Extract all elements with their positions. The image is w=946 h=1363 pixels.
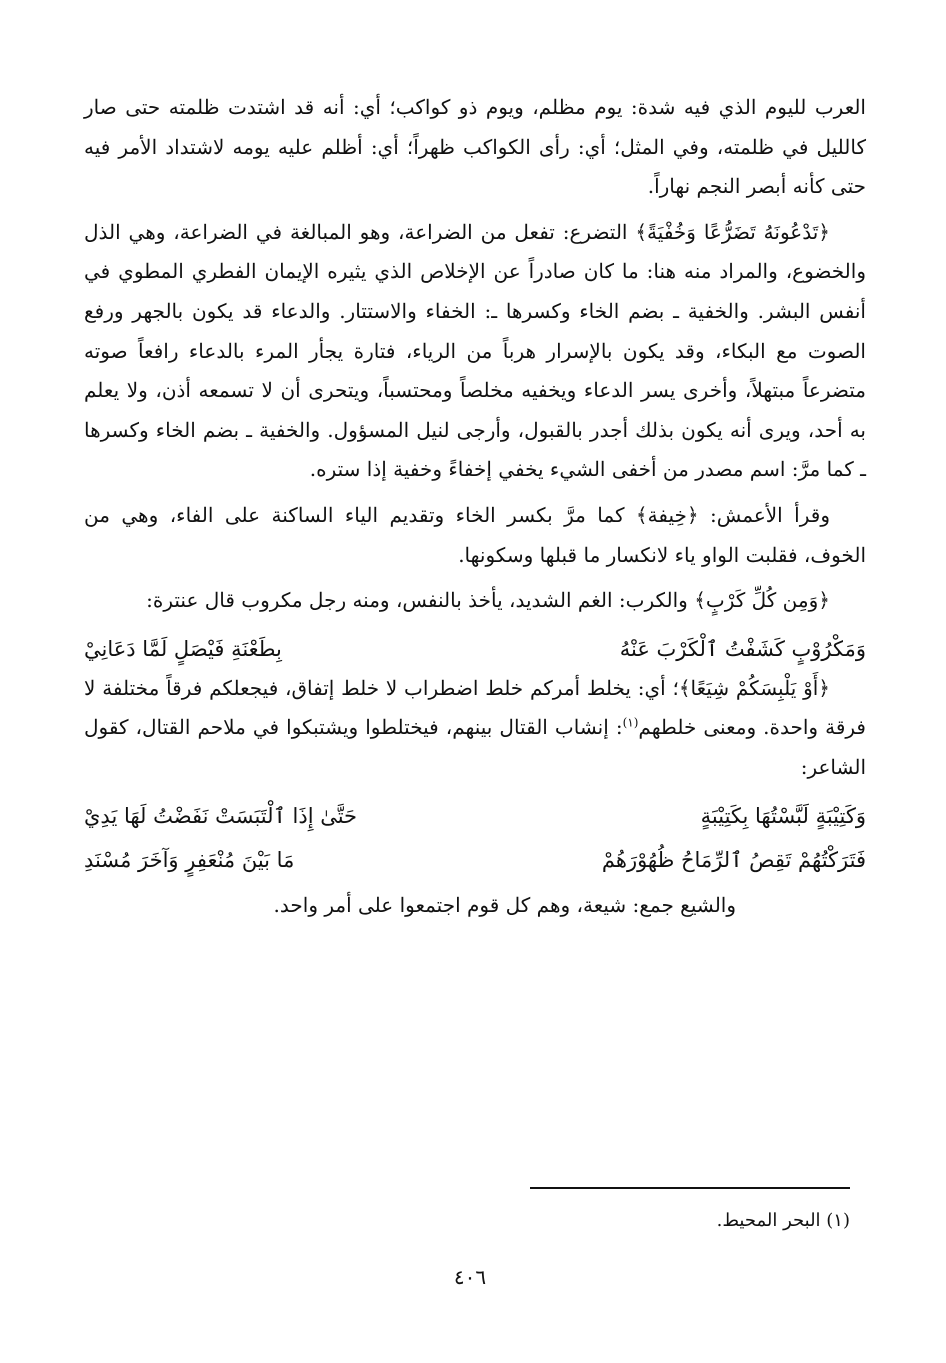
verse-poet-2-first-hemistich: فَتَرَكْتُهُمْ تَقِصُ ٱلرِّمَاحُ ظُهُوْرَهُمْ bbox=[601, 847, 866, 872]
verse-poet-1 bbox=[84, 796, 866, 836]
verse-antara-first-hemistich: وَمَكْرُوْبٍ كَشَفْتُ ٱلْكَرْبَ عَنْهُ bbox=[619, 636, 866, 661]
verse-antara bbox=[84, 629, 866, 669]
paragraph-5 bbox=[84, 669, 866, 788]
paragraph-5-text-b: : إنشاب القتال بينهم، فيختلطوا ويشتبكوا في ملاحم القتال، كقول الشاعر: bbox=[84, 715, 866, 779]
footnote-divider bbox=[530, 1187, 850, 1189]
verse-poet-2-second-hemistich: مَا بَيْنَ مُنْعَفِرٍ وَآخَرَ مُسْنَدِ bbox=[84, 847, 295, 872]
footnote-marker: (١) bbox=[622, 715, 639, 730]
paragraph-3: وقرأ الأعمش: ﴿خِيفة﴾ كما مرَّ بكسر الخاء وتقديم الياء الساكنة على الفاء، وهي من الخوف، فقلبت الواو ياء لانكسار ما قبلها وسكونها. bbox=[84, 502, 866, 567]
footnote: (١) البحر المحيط. bbox=[716, 1210, 850, 1231]
verse-poet-1-first-hemistich: وَكَتِيْبَةٍ لَبَّسْتُهَا بِكَتِيْبَةٍ bbox=[700, 803, 866, 828]
paragraph-5-text-a: ﴿أَوْ يَلْبِسَكُمْ شِيَعًا﴾؛ أي: يخلط أمركم خلط اضطراب لا خلط إتفاق، فيجعلكم فرقاً مختلفة لا فرقة واحدة. ومعنى خلطهم bbox=[84, 675, 866, 740]
paragraph-4: ﴿وَمِن كُلِّ كَرْبٍ﴾ والكرب: الغم الشديد، يأخذ بالنفس، ومنه رجل مكروب قال عنترة: bbox=[146, 588, 830, 613]
page-number: ٤٠٦ bbox=[453, 1265, 487, 1289]
paragraph-1: العرب لليوم الذي فيه شدة: يوم مظلم، ويوم ذو كواكب؛ أي: أنه قد اشتدت ظلمته حتى صار كالليل في ظلمته، وفي المثل؛ أي: رأى الكواكب ظهراً؛ أي: أظلم عليه يومه لاشتداد الأمر فيه حتى كأنه أبصر النجم نهاراً. bbox=[84, 95, 866, 199]
paragraph-2: ﴿تَدْعُونَهُ تَضَرُّعًا وَخُفْيَةً﴾ التضرع: تفعل من الضراعة، وهو المبالغة في الضراعة، وهي الذل والخضوع، والمراد منه هنا: ما كان صادراً عن الإخلاص الذي يثيره الإيمان الفطري المطوي في أنفس البشر. والخفية ـ بضم الخاء وكسرها ـ: الخفاء والاستتار. والدعاء قد يكون بالجهر ورفع الصوت مع البكاء، وقد يكون بالإسرار هرباً من الرياء، فتارة يجأر المرء بالدعاء رافعاً صوته متضرعاً مبتهلاً، وأخرى يسر الدعاء ويخفيه مخلصاً ومحتسباً، ويتحرى أن لا تسمعه أذن، ولا يعلم به أحد، ويرى أنه يكون بذلك أجدر بالقبول، وأرجى لنيل المسؤول. والخفية ـ بضم الخاء وكسرها ـ كما مرَّ: اسم مصدر من أخفى الشيء يخفي إخفاءً وخفية إذا ستره. bbox=[84, 219, 866, 482]
paragraph-6: والشيع جمع: شيعة، وهم كل قوم اجتمعوا على أمر واحد. bbox=[273, 892, 736, 917]
verse-poet-2 bbox=[84, 840, 866, 880]
verse-antara-second-hemistich: بِطَعْنَةِ فَيْصَلٍ لَمَّا دَعَانِيْ bbox=[84, 636, 282, 661]
main-text bbox=[84, 88, 866, 925]
verse-poet-1-second-hemistich: حَتَّىٰ إِذَا ٱلْتَبَسَتْ نَفَضْتُ لَهَا يَدِيْ bbox=[84, 803, 358, 828]
